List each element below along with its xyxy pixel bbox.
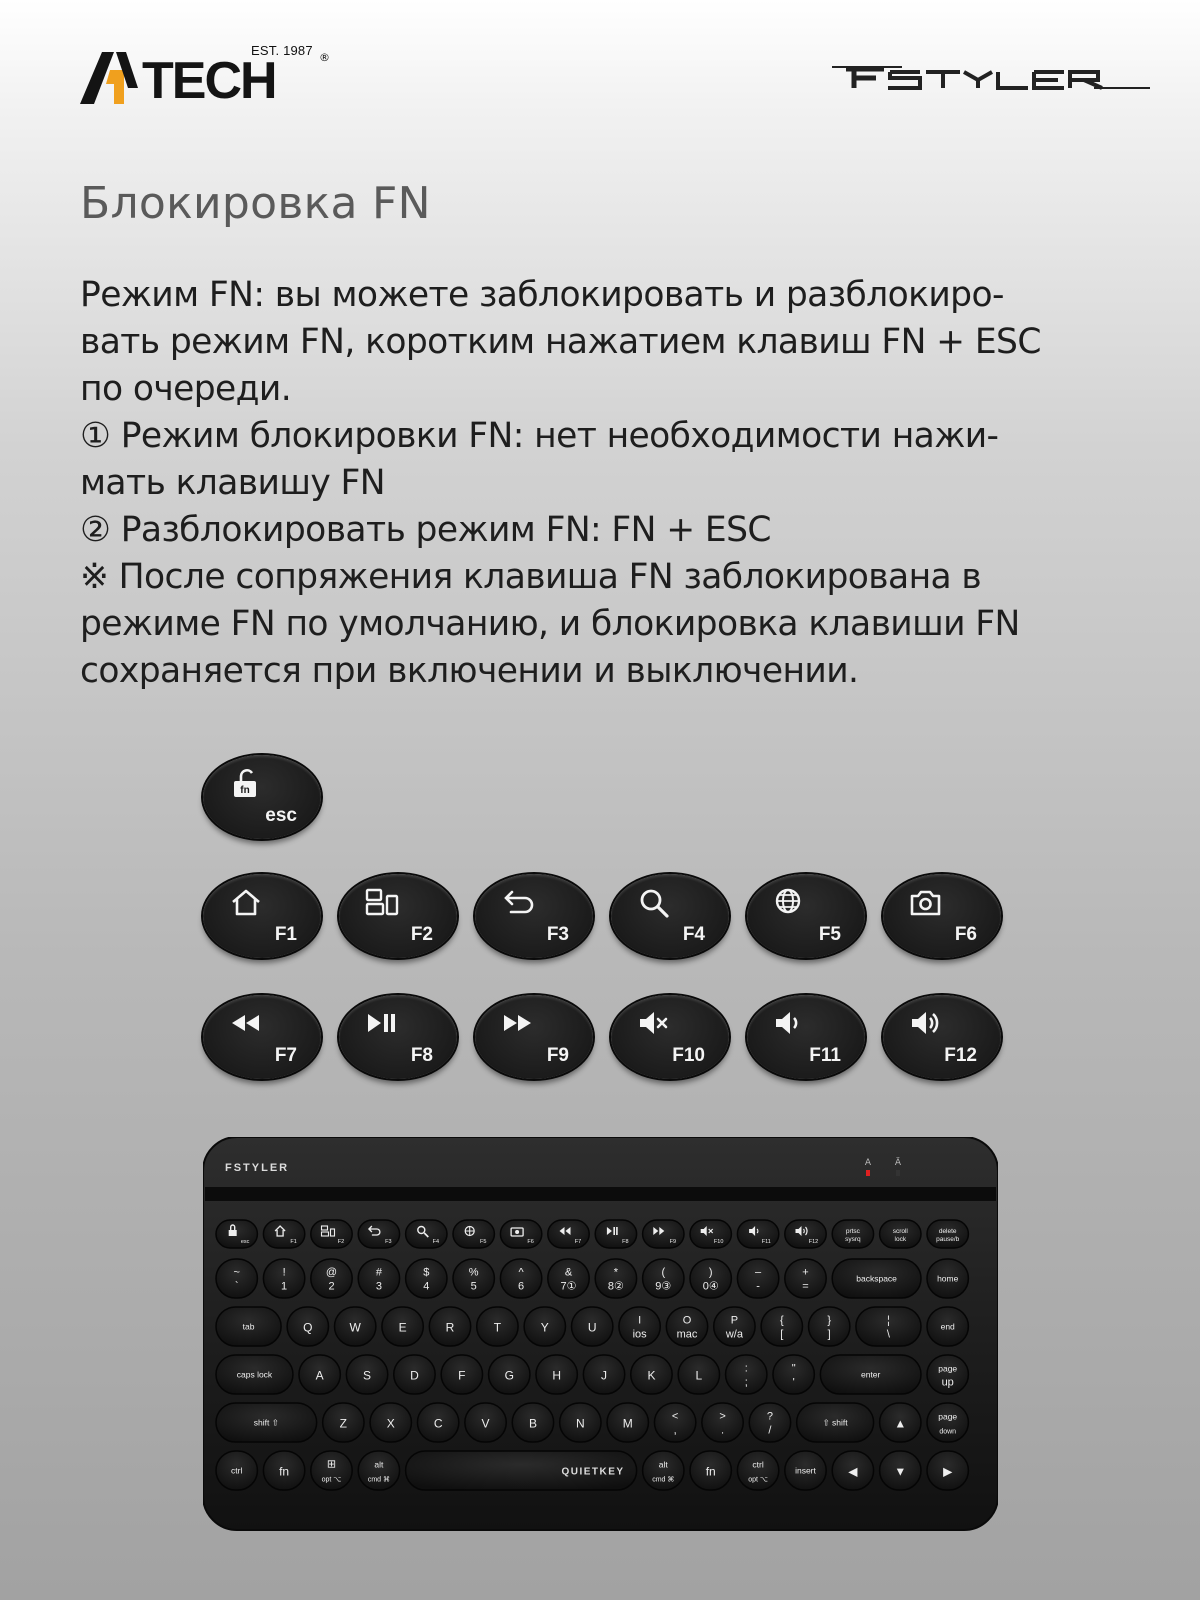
keyboard-key [595,1220,636,1248]
keyboard-key [856,1307,921,1346]
keyboard-key [382,1307,423,1346]
keyboard-key-legend: D [410,1368,419,1383]
keyboard-key-legend: I [638,1314,642,1327]
keyboard-key-legend: alt [374,1459,384,1470]
keyboard-key-legend: F3 [385,1239,392,1245]
f9-label: F9 [546,1045,569,1066]
keyboard-key [785,1451,826,1490]
instruction-line: мать клавишу FN [80,463,385,503]
keyboard-key [512,1403,553,1442]
keyboard-key-cap [737,1451,778,1490]
esc-key-label: esc [265,805,297,826]
fn-lock-glyph-text: fn [240,785,250,796]
keyboard-key [358,1259,399,1298]
keyboard-key-cap [927,1403,968,1442]
keyboard-key-legend: V [481,1416,490,1431]
keyboard-key [335,1307,376,1346]
f8-key [339,995,457,1079]
keyboard-key-legend: 1 [281,1280,288,1293]
f1-label: F1 [274,924,297,945]
keyboard-key-legend: C [433,1416,443,1431]
keyboard-key-cap [595,1220,636,1248]
f7-key [203,995,321,1079]
keyboard-key [737,1451,778,1490]
keyboard-key-legend: fn [279,1464,290,1479]
keyboard-key [643,1451,684,1490]
keyboard-key-legend: ▼ [894,1464,907,1479]
keyboard-key [749,1403,790,1442]
instruction-line: по очереди. [80,369,292,409]
keyboard-key-cap [311,1451,352,1490]
keyboard-key-legend: 2 [328,1280,335,1293]
device-slot [205,1187,996,1201]
keyboard-key-legend: / [768,1424,772,1437]
f2-key [339,874,457,958]
keyboard-key [311,1220,352,1248]
keyboard-key-legend: F1 [290,1239,297,1245]
keyboard-key [583,1355,624,1394]
brand-registered-mark: ® [319,51,330,64]
keyboard-key-legend: ⇧ shift [822,1417,848,1428]
keyboard-brand-text: FSTYLER [225,1162,290,1174]
keyboard-key-legend: F4 [432,1239,439,1245]
keyboard-key-legend: $ [423,1266,430,1279]
keyboard-key [548,1259,589,1298]
keyboard-key [832,1220,873,1248]
keyboard-key-legend: pause/b [936,1236,960,1243]
mute-icon [637,1007,671,1041]
keyboard-key-legend: Q [303,1320,313,1335]
f8-label: F8 [410,1045,433,1066]
keyboard-key [311,1259,352,1298]
keyboard-key [500,1259,541,1298]
f5-key [747,874,865,958]
keyboard-key-legend: 5 [470,1280,477,1293]
keyboard-key-legend: Z [339,1416,348,1431]
keyboard-key [406,1220,447,1248]
keyboard-key [690,1259,731,1298]
f1-key [203,874,321,958]
keyboard-key-legend: ^ [518,1266,524,1279]
keyboard-key [299,1355,340,1394]
keyboard-key [619,1307,660,1346]
keyboard-key-legend: [ [780,1328,784,1341]
keyboard-key [441,1355,482,1394]
task-view-icon [365,886,399,920]
keyboard-key-legend: opt ⌥ [748,1476,768,1484]
keyboard-key [216,1403,317,1442]
back-icon [501,886,535,920]
keyboard-key [832,1259,921,1298]
keyboard-key-legend: end [940,1321,955,1332]
keyboard-key [927,1307,968,1346]
keyboard-key-legend: ctrl [752,1459,764,1470]
keyboard-key [797,1403,874,1442]
globe-icon [773,886,807,920]
keyboard-key-legend: W [349,1320,361,1335]
keyboard-key [560,1403,601,1442]
keyboard-key-legend: 0④ [702,1280,719,1293]
keyboard-key [880,1451,921,1490]
keyboard-key-legend: ] [827,1328,831,1341]
keyboard-key-legend: 4 [423,1280,430,1293]
keyboard-key [406,1259,447,1298]
keyboard-key-legend: F [458,1368,466,1383]
keyboard-key-legend: backspace [856,1273,897,1284]
keyboard-key-legend: enter [860,1369,881,1380]
keyboard-key-cap [548,1220,589,1248]
keyboard-key-legend: F12 [808,1239,819,1245]
keyboard-key-legend: ? [766,1410,774,1423]
keyboard-key [678,1355,719,1394]
keyboard-key [358,1220,399,1248]
keyboard-key [536,1355,577,1394]
keyboard-key [666,1307,707,1346]
keyboard-key-legend: ' [792,1376,795,1389]
keyboard-key-legend: insert [795,1465,816,1476]
f7-label: F7 [274,1045,297,1066]
keyboard-key [346,1355,387,1394]
indicator-led [866,1170,870,1176]
keyboard-key-legend: : [744,1362,748,1375]
keyboard-key [429,1307,470,1346]
keyboard-key-legend: . [721,1424,725,1437]
keyboard-key-legend: delete [938,1228,957,1235]
keyboard-key-cap [311,1220,352,1248]
instruction-line: вать режим FN, коротким нажатием клавиш FN + ESC [80,322,1041,362]
keyboard-key-legend: scroll [892,1228,908,1235]
keyboard-key [417,1403,458,1442]
keyboard-key-legend: up [941,1376,954,1389]
f4-label: F4 [682,924,705,945]
keyboard-key-cap [263,1220,304,1248]
keyboard-key [607,1403,648,1442]
fn-unlock-icon [229,767,263,801]
f5-label: F5 [818,924,841,945]
instruction-line: режиме FN по умолчанию, и блокировка клавиши FN [80,604,1020,644]
keyboard-key-legend: ctrl [231,1465,243,1476]
keyboard-key [489,1355,530,1394]
f3-key [475,874,593,958]
a4-mark-icon [80,48,142,106]
f10-label: F10 [672,1045,705,1066]
keyboard-key-legend: J [601,1368,608,1383]
instruction-line: ① Режим блокировки FN: нет необходимости нажи- [80,416,999,456]
keyboard-key [737,1259,778,1298]
keyboard-key-legend: mac [676,1328,698,1341]
keyboard-key-cap [690,1220,731,1248]
keyboard-key [263,1451,304,1490]
volume-down-icon [773,1007,807,1041]
a4tech-logo [80,40,330,110]
keyboard-key [785,1220,826,1248]
keyboard-key-legend: 9③ [655,1280,672,1293]
keyboard-key-legend: ` [234,1280,239,1293]
keyboard-key [453,1259,494,1298]
keyboard-key-cap [643,1220,684,1248]
instruction-line: ※ После сопряжения клавиша FN заблокирована в [80,557,982,597]
keyboard-key [702,1403,743,1442]
rewind-icon [229,1007,263,1041]
keyboard-key-legend: A [315,1368,324,1383]
keyboard-key-legend: shift ⇧ [253,1417,279,1428]
keyboard-key-legend: - [756,1280,760,1293]
keyboard-key-legend: – [755,1266,762,1279]
keyboard-key-legend: F8 [622,1239,629,1245]
keyboard-key [311,1451,352,1490]
indicator-led [896,1170,900,1176]
keyboard-key [323,1403,364,1442]
keyboard-key-legend: cmd ⌘ [367,1476,390,1484]
keyboard-key [785,1259,826,1298]
esc-fn-lock-key [203,755,321,839]
keyboard-key-legend: * [613,1266,619,1279]
keyboard-key-legend: ios [632,1328,647,1341]
keyboard-key-legend: & [564,1266,573,1279]
keyboard-key-legend: lock [894,1236,907,1243]
keyboard-key [761,1307,802,1346]
keyboard-svg [203,1137,998,1532]
keyboard-key [524,1307,565,1346]
keyboard-key-legend: sysrq [845,1236,861,1243]
play-pause-icon [365,1007,399,1041]
brand-letters: TECH [142,52,276,110]
keyboard-key [394,1355,435,1394]
keyboard-key [820,1355,921,1394]
keyboard-key [773,1355,814,1394]
keyboard-key-legend: F6 [527,1239,534,1245]
keyboard-key-legend: = [802,1280,809,1293]
instruction-text [80,272,1160,695]
keyboard-key-legend: P [730,1314,739,1327]
keyboard-key-legend: opt ⌥ [321,1476,342,1484]
keyboard-key-legend: { [779,1314,784,1327]
keyboard-key [737,1220,778,1248]
keyboard-key-legend: N [576,1416,585,1431]
indicator-label: A [864,1158,872,1168]
keyboard-key-legend: F9 [669,1239,676,1245]
keyboard-key-legend: caps lock [236,1369,273,1380]
keyboard-key [714,1307,755,1346]
spacebar-brand: QUIETKEY [561,1466,625,1478]
keyboard-key-legend: > [719,1410,726,1423]
keyboard-key-legend: ~ [233,1266,240,1279]
keyboard-key [453,1220,494,1248]
keyboard-key [263,1259,304,1298]
keyboard-key [595,1259,636,1298]
keyboard-key-cap [785,1220,826,1248]
f11-label: F11 [809,1045,841,1066]
keyboard-key-legend: 8② [607,1280,624,1293]
keyboard-key-legend: cmd ⌘ [652,1476,675,1484]
keyboard-key-legend: " [791,1362,796,1375]
instruction-line: Режим FN: вы можете заблокировать и разблокиро- [80,275,1004,315]
keyboard-key-legend: ▶ [943,1464,953,1479]
keyboard-key-legend: w/a [725,1328,743,1341]
keyboard-key-legend: S [363,1368,372,1383]
keyboard-key-cap [500,1220,541,1248]
keyboard-key [216,1451,257,1490]
keyboard-key [216,1307,281,1346]
keyboard-key-legend: M [622,1416,633,1431]
keyboard-key-legend: home [937,1273,959,1284]
keyboard-key-legend: ▲ [894,1416,907,1431]
keyboard-key-legend: prtsc [845,1228,860,1235]
keyboard-key [927,1451,968,1490]
keyboard-key-legend: + [802,1266,809,1279]
keyboard-key [216,1259,257,1298]
keyboard-key [548,1220,589,1248]
keyboard-key [690,1220,731,1248]
keyboard-key-legend: page [938,1363,958,1374]
f6-key [883,874,1001,958]
home-icon [229,886,263,920]
f3-label: F3 [546,924,569,945]
page-title: Блокировка FN [80,178,431,229]
instruction-line: сохраняется при включении и выключении. [80,651,859,691]
keyboard-key [477,1307,518,1346]
keyboard-key-legend: esc [240,1239,250,1245]
volume-up-icon [909,1007,943,1041]
keyboard-key-legend: F2 [337,1239,345,1245]
keyboard-key-legend: page [938,1411,958,1422]
f2-label: F2 [410,924,433,945]
keyboard-key-cap [737,1220,778,1248]
keyboard-key-legend: B [528,1416,537,1431]
keyboard-key [643,1259,684,1298]
keyboard-key [287,1307,328,1346]
keyboard-key [263,1220,304,1248]
f12-key [883,995,1001,1079]
keyboard-key-legend: F5 [479,1239,487,1245]
keyboard-key-legend: L [695,1368,703,1383]
keyboard-key-legend: # [375,1266,382,1279]
keyboard-key-legend: ! [282,1266,286,1279]
f6-label: F6 [954,924,977,945]
keyboard-key-legend: K [647,1368,656,1383]
keyboard-key [358,1451,399,1490]
keyboard-key-legend: ) [708,1266,713,1279]
keyboard-key [726,1355,767,1394]
keyboard-key [500,1220,541,1248]
keyboard-key-legend: < [671,1410,679,1423]
keyboard-key [465,1403,506,1442]
keyboard-key-legend: E [398,1320,407,1335]
keyboard-key-cap [358,1451,399,1490]
fast-forward-icon [501,1007,535,1041]
keyboard-key-legend: tab [242,1321,255,1332]
keyboard-key-legend: down [939,1428,957,1436]
keyboard-key-legend: % [468,1266,479,1279]
keyboard-key-legend: } [827,1314,832,1327]
keyboard-illustration [203,1137,998,1536]
keyboard-key-legend: U [587,1320,597,1335]
keyboard-key-legend: G [504,1368,514,1383]
keyboard-key-legend: R [445,1320,455,1335]
keyboard-key-legend: 3 [375,1280,382,1293]
keyboard-key-legend: H [552,1368,561,1383]
f10-key [611,995,729,1079]
keyboard-key [654,1403,695,1442]
f4-key [611,874,729,958]
keyboard-key [572,1307,613,1346]
f11-key [747,995,865,1079]
keyboard-key [216,1355,293,1394]
keyboard-key [631,1355,672,1394]
keyboard-key [406,1451,637,1490]
keyboard-key-legend: T [493,1320,502,1335]
camera-icon [909,886,943,920]
keyboard-key-legend: ⊞ [326,1458,337,1471]
keyboard-key-legend: 6 [518,1280,525,1293]
search-icon [637,886,671,920]
keyboard-key [880,1220,921,1248]
keyboard-key [370,1403,411,1442]
keyboard-key [880,1403,921,1442]
keyboard-key [690,1451,731,1490]
keyboard-key [216,1220,257,1248]
keyboard-key-cap [643,1451,684,1490]
keyboard-key [809,1307,850,1346]
keyboard-key-legend: ( [661,1266,666,1279]
keyboard-key [832,1451,873,1490]
keyboard-key-legend: @ [325,1266,338,1279]
keyboard-key [927,1355,968,1394]
keyboard-key-legend: ¦ [887,1314,890,1327]
keyboard-key-legend: Y [540,1320,549,1335]
keyboard-key-legend: \ [886,1328,890,1341]
keyboard-key-legend: X [386,1416,395,1431]
keyboard-key-legend: , [673,1424,677,1437]
brand-est-label: EST. 1987 [251,43,313,58]
keyboard-key-legend: fn [705,1464,716,1479]
keyboard-key-legend: 7① [560,1280,577,1293]
keyboard-key-legend: F11 [761,1239,771,1245]
keyboard-key [643,1220,684,1248]
fstyler-logo [832,64,1152,92]
keyboard-key [927,1220,968,1248]
keyboard-brand-logo [225,1162,289,1174]
keyboard-key-legend: O [682,1314,692,1327]
keyboard-key [927,1259,968,1298]
indicator-label: Ä [894,1158,902,1168]
keyboard-key-legend: F7 [574,1239,582,1245]
f12-label: F12 [944,1045,977,1066]
f9-key [475,995,593,1079]
keyboard-key-legend: ; [744,1376,748,1389]
keyboard-key-legend: alt [658,1459,668,1470]
keyboard-key-legend: ◀ [848,1464,858,1479]
instruction-line: ② Разблокировать режим FN: FN + ESC [80,510,771,550]
keyboard-key-legend: F10 [713,1239,724,1245]
keyboard-key [927,1403,968,1442]
